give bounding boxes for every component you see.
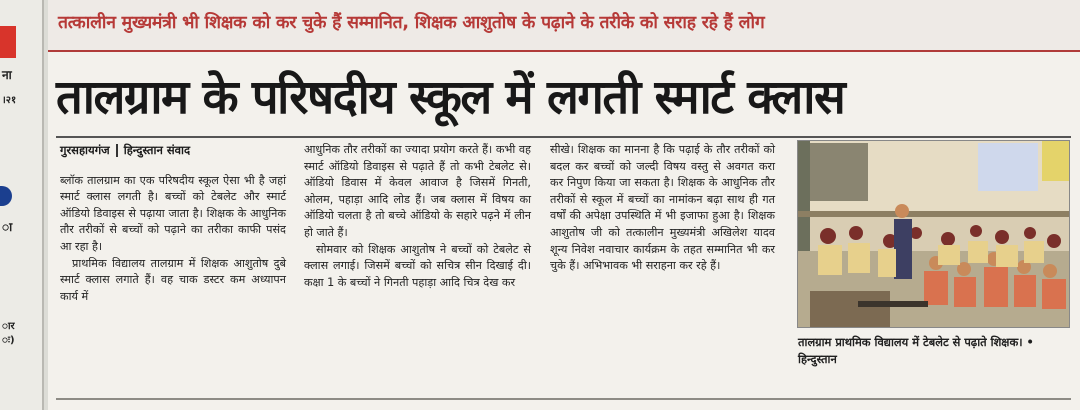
adjacent-text-fragment: ।२१	[2, 95, 17, 106]
adjacent-blue-shape	[0, 186, 12, 206]
paragraph: प्राथमिक विद्यालय तालग्राम में शिक्षक आशुतोष दुबे स्मार्ट क्लास लगाते हैं। वह चाक डस्टर कम अध्यापन कार्य में	[60, 256, 286, 303]
adjacent-text-fragment: ः)	[2, 335, 15, 346]
article-column-2	[304, 142, 531, 291]
paragraph: सोमवार को शिक्षक आशुतोष ने बच्चों को टेबलेट से क्लास लगाई। जिसमें बच्चों को सचित्र सीन दिखाई दी। कक्षा 1 के बच्चों ने गिनती पहाड़ा आदि चित्र देख कर	[304, 242, 531, 289]
adjacent-text-fragment: ा	[2, 220, 13, 234]
article-headline: तालग्राम के परिषदीय स्कूल में लगती स्मार्ट क्लास	[56, 70, 845, 125]
classroom-photo	[797, 140, 1070, 328]
deck-strap	[48, 0, 1080, 52]
dateline	[60, 142, 286, 159]
dateline-source: हिन्दुस्तान संवाद	[123, 143, 191, 157]
classroom-photo-illustration	[798, 141, 1070, 328]
dateline-place: गुरसहायगंज	[60, 143, 110, 157]
paragraph: सीखे। शिक्षक का मानना है कि पढ़ाई के तौर तरीकों को बदल कर बच्चों को जल्दी विषय वस्तु से अवगत करा कर निपुण किया जा सकता है। शिक्षक के आधुनिक तौर तरीकों से स्कूल में बच्चों का नामांकन बढ़ा साथ ही गत वर्षों की अपेक्षा उपस्थिति में भी इजाफा हुआ है। शिक्षक आशुतोष जी को तत्कालीन मुख्यमंत्री अखिलेश यादव शून्य निवेश नवाचार कार्यक्रम के तहत सम्मानित भी कर चुके हैं। अभिभावक भी सराहना कर रहे हैं।	[550, 143, 775, 273]
headline-rule	[56, 136, 1071, 138]
paragraph: ब्लॉक तालग्राम का एक परिषदीय स्कूल ऐसा भी है जहां स्मार्ट क्लास लगती है। बच्चों को टेबलेट और स्मार्ट ऑडियो डिवाइस से पढ़ाया जाता है। शिक्षक के आधुनिक तौर तरीकों से बच्चों को पढ़ाने का तरीका काफी पसंद आ रहा है।	[60, 173, 286, 253]
article-deck: तत्कालीन मुख्यमंत्री भी शिक्षक को कर चुके हैं सम्मानित, शिक्षक आशुतोष के पढ़ाने के तरीके को सराह रहे हैं लोग	[58, 13, 765, 33]
article-column-1	[60, 142, 286, 305]
photo-caption: तालग्राम प्राथमिक विद्यालय में टेबलेट से पढ़ाते शिक्षक। • हिन्दुस्तान	[798, 335, 1034, 366]
newspaper-article	[48, 0, 1080, 410]
page-bottom-rule	[56, 398, 1071, 400]
adjacent-page-strip	[0, 0, 44, 410]
article-column-3	[550, 142, 775, 275]
adjacent-red-block	[0, 26, 16, 58]
adjacent-text-fragment: ार	[2, 321, 15, 332]
adjacent-text-fragment: ना	[2, 68, 12, 82]
paragraph: आधुनिक तौर तरीकों का ज्यादा प्रयोग करते हैं। कभी वह स्मार्ट ऑडियो डिवाइस से पढ़ाते हैं तो कभी टेबलेट से। ऑडियो डिवास में केवल आवाज है जिसमें गिनती, ओलम, पहाड़ा आदि लोड हैं। जब क्लास में विषय का ऑडियो चलता है तो बच्चे ऑडियो के सहारे पढ़ने में लीन हो जाते हैं।	[304, 143, 531, 239]
